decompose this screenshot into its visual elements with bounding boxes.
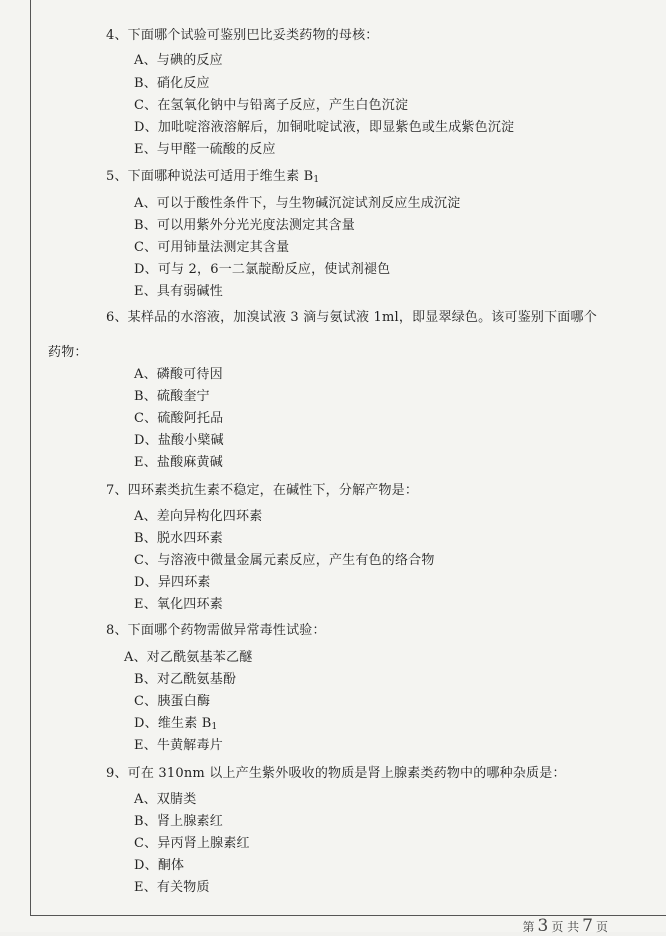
question-6-option-b: B、硫酸奎宁 (134, 389, 210, 404)
question-5-stem-subscript: 1 (313, 175, 320, 185)
question-9-option-e: E、有关物质 (134, 880, 210, 895)
question-9-option-a: A、双腈类 (134, 792, 197, 807)
footer-page-number: 3 (537, 916, 549, 936)
question-6-option-d: D、盐酸小檗碱 (134, 433, 224, 448)
question-8-option-b: B、对乙酰氨基酚 (134, 672, 237, 687)
footer-prefix: 第 (522, 920, 535, 934)
question-6-stem: 6、某样品的水溶液，加溴试液 3 滴与氨试液 1ml，即显翠绿色。该可鉴别下面哪个 (106, 310, 597, 325)
question-6-option-a: A、磷酸可待因 (134, 367, 223, 382)
question-9-option-b: B、肾上腺素红 (134, 814, 223, 829)
question-7-option-e: E、氧化四环素 (134, 597, 223, 612)
question-5-stem (106, 167, 319, 190)
question-4-option-c: C、在氢氧化钠中与铅离子反应，产生白色沉淀 (134, 98, 409, 113)
question-5-stem-text: 5、下面哪种说法可适用于维生素 B (106, 169, 314, 184)
question-5-option-b: B、可以用紫外分光光度法测定其含量 (134, 218, 355, 233)
question-5-option-c: C、可用铈量法测定其含量 (134, 240, 290, 255)
question-9-option-d: D、酮体 (134, 858, 185, 873)
question-7-option-b: B、脱水四环素 (134, 531, 223, 546)
question-5-option-d: D、可与 2，6一二氯靛酚反应，使试剂褪色 (134, 262, 391, 277)
question-7-option-a: A、差向异构化四环素 (134, 509, 263, 524)
question-7-option-d: D、异四环素 (134, 575, 211, 590)
question-4-stem: 4、下面哪个试验可鉴别巴比妥类药物的母核： (106, 28, 379, 43)
question-9-stem: 9、可在 310nm 以上产生紫外吸收的物质是肾上腺素类药物中的哪种杂质是： (106, 766, 566, 781)
question-4-option-e: E、与甲醛一硫酸的反应 (134, 142, 276, 157)
question-4-option-b: B、硝化反应 (134, 76, 210, 91)
left-border-line (30, 0, 31, 916)
question-7-option-c: C、与溶液中微量金属元素反应，产生有色的络合物 (134, 553, 435, 568)
question-5-option-e: E、具有弱碱性 (134, 284, 223, 299)
question-5-option-a: A、可以于酸性条件下，与生物碱沉淀试剂反应生成沉淀 (134, 196, 461, 211)
question-8-option-e: E、牛黄解毒片 (134, 738, 223, 753)
question-8-option-d-text: D、维生素 B (134, 716, 212, 731)
question-8-option-c: C、胰蛋白酶 (134, 694, 211, 709)
question-6-option-e: E、盐酸麻黄碱 (134, 455, 223, 470)
question-9-option-c: C、异丙肾上腺素红 (134, 836, 250, 851)
question-8-option-d (134, 714, 217, 737)
question-6-option-c: C、硫酸阿托品 (134, 411, 224, 426)
question-7-stem: 7、四环素类抗生素不稳定，在碱性下，分解产物是： (106, 483, 419, 498)
question-6-stem-continued: 药物： (48, 345, 88, 360)
question-8-stem: 8、下面哪个药物需做异常毒性试验： (106, 623, 326, 638)
question-4-option-a: A、与碘的反应 (134, 53, 223, 68)
footer-total-pages: 7 (582, 916, 593, 936)
footer-middle: 页 共 (551, 920, 580, 934)
question-8-option-a: A、对乙酰氨基苯乙醚 (124, 650, 253, 665)
question-8-option-d-subscript: 1 (211, 722, 218, 732)
question-4-option-d: D、加吡啶溶液溶解后，加铜吡啶试液，即显紫色或生成紫色沉淀 (134, 120, 515, 135)
footer-suffix: 页 (595, 920, 608, 934)
page-footer (522, 916, 608, 936)
